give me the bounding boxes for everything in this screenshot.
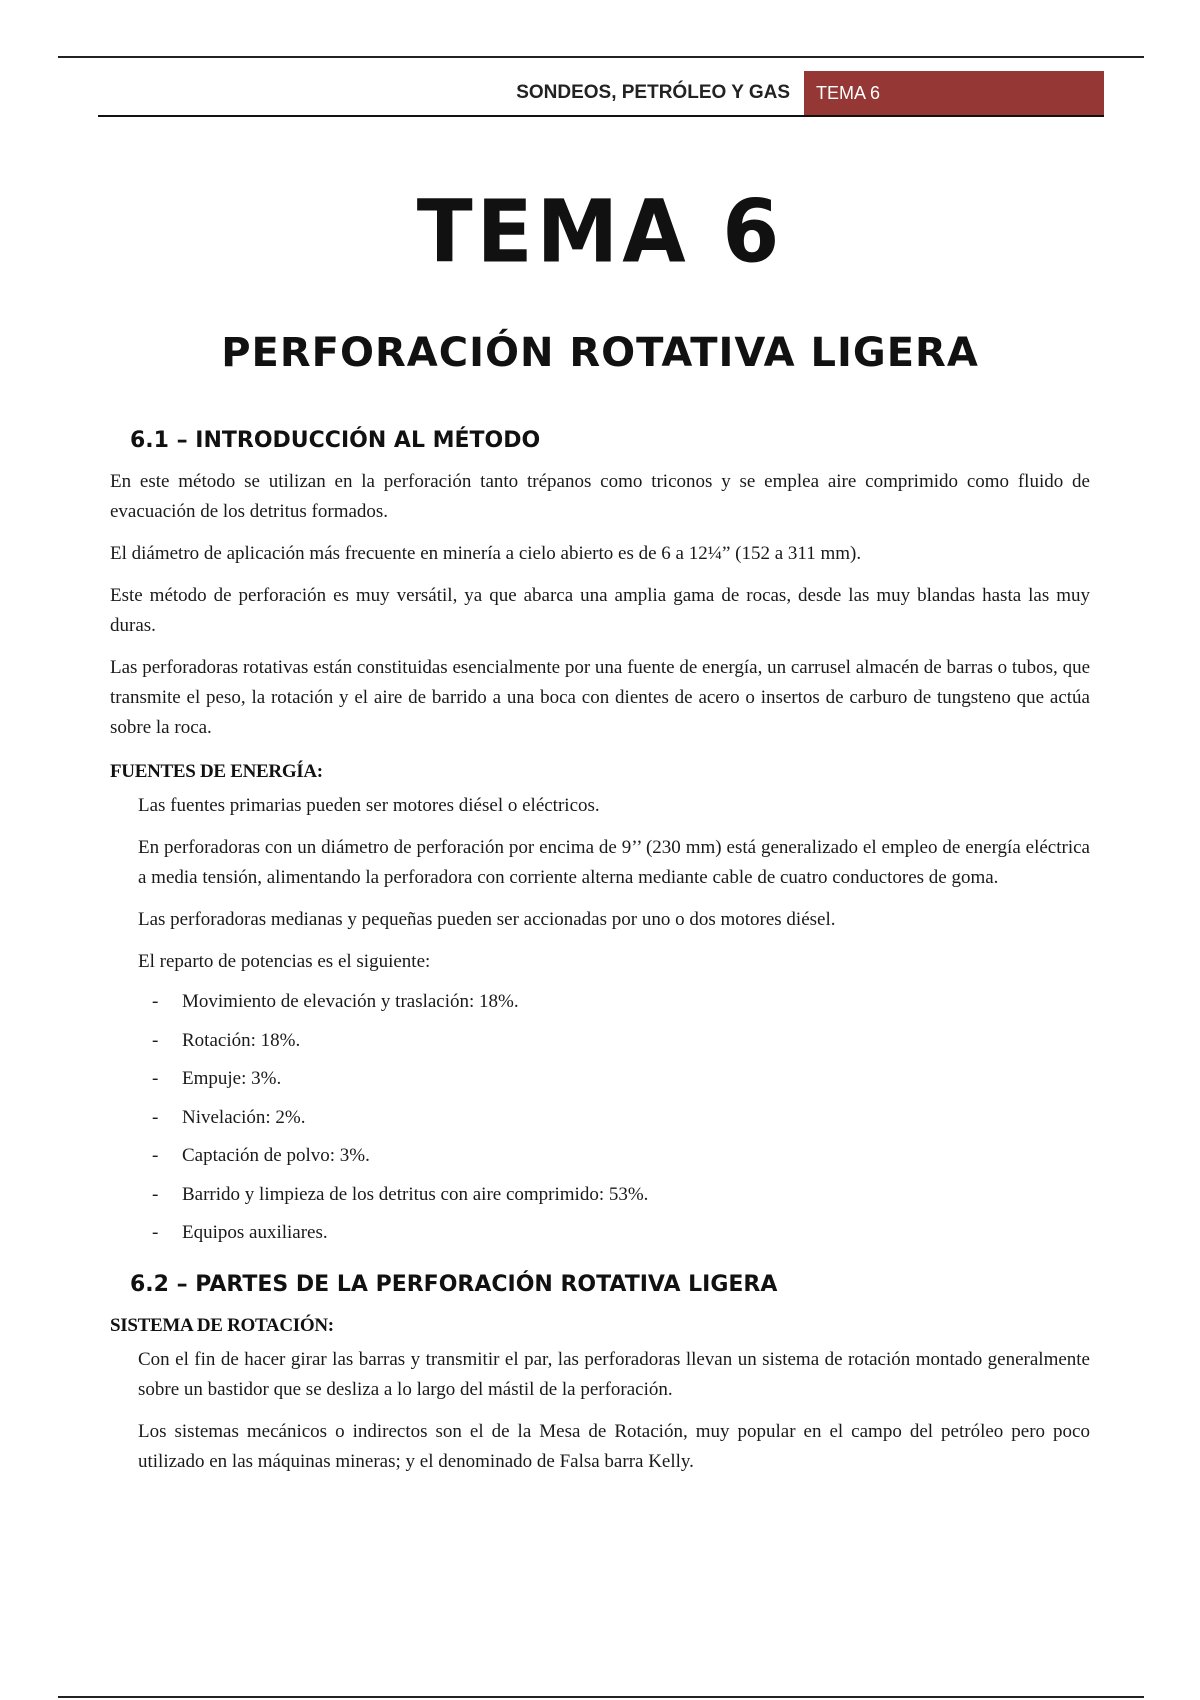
list-item: - Barrido y limpieza de los detritus con aire comprimido: 53%. xyxy=(152,1183,649,1205)
paragraph: Las perforadoras rotativas están constituidas esencialmente por una fuente de energía, un carrusel almacén de barras o tubos, que transmite el peso, la rotación y el aire de barrido a una boca con dientes de acero o insertos de carburo de tungsteno que actúa sobre la roca. xyxy=(110,657,1090,738)
paragraph: En este método se utilizan en la perforación tanto trépanos como triconos y se emplea aire comprimido como fluido de evacuación de los detritus formados. xyxy=(110,471,1090,522)
top-rule xyxy=(58,56,1144,58)
page-header xyxy=(98,71,1104,117)
document-body xyxy=(110,428,1090,1489)
paragraph: Las fuentes primarias pueden ser motores diésel o eléctricos. xyxy=(138,795,600,816)
paragraph: Este método de perforación es muy versátil, ya que abarca una amplia gama de rocas, desde las muy blandas hasta las muy duras. xyxy=(110,585,1090,636)
list-item: - Empuje: 3%. xyxy=(152,1068,282,1089)
document-title: TEMA 6 xyxy=(416,182,784,283)
list-item: - Equipos auxiliares. xyxy=(152,1222,328,1243)
rotation-system-heading: SISTEMA DE ROTACIÓN: xyxy=(110,1315,334,1336)
paragraph: El diámetro de aplicación más frecuente en minería a cielo abierto es de 6 a 12¼” (152 a 311 mm). xyxy=(110,543,862,564)
bottom-rule xyxy=(58,1696,1144,1698)
paragraph: El reparto de potencias es el siguiente: xyxy=(138,951,431,972)
paragraph: Las perforadoras medianas y pequeñas pueden ser accionadas por uno o dos motores diésel. xyxy=(138,909,836,930)
energy-sources-heading: FUENTES DE ENERGÍA: xyxy=(110,761,323,782)
paragraph: Con el fin de hacer girar las barras y transmitir el par, las perforadoras llevan un sistema de rotación montado generalmente sobre un bastidor que se desliza a lo largo del mástil de la perforación. xyxy=(138,1349,1090,1400)
section-2 xyxy=(110,1272,1090,1477)
document-subtitle: PERFORACIÓN ROTATIVA LIGERA xyxy=(221,330,979,376)
paragraph: En perforadoras con un diámetro de perforación por encima de 9’’ (230 mm) está generalizado el empleo de energía eléctrica a media tensión, alimentando la perforadora con corriente alterna mediante cable de cuatro conductores de goma. xyxy=(138,837,1090,888)
section-2-heading: 6.2 – PARTES DE LA PERFORACIÓN ROTATIVA LIGERA xyxy=(130,1272,778,1297)
list-item: - Rotación: 18%. xyxy=(152,1029,301,1051)
power-distribution-list xyxy=(152,989,1090,1246)
list-item: - Movimiento de elevación y traslación: 18%. xyxy=(152,991,519,1012)
header-title: SONDEOS, PETRÓLEO Y GAS xyxy=(516,82,790,103)
list-item: - Nivelación: 2%. xyxy=(152,1106,306,1128)
header-badge: TEMA 6 xyxy=(804,71,1104,115)
paragraph: Los sistemas mecánicos o indirectos son el de la Mesa de Rotación, muy popular en el campo del petróleo pero poco utilizado en las máquinas mineras; y el denominado de Falsa barra Kelly. xyxy=(138,1421,1090,1472)
list-item: - Captación de polvo: 3%. xyxy=(152,1145,370,1166)
section-1-heading: 6.1 – INTRODUCCIÓN AL MÉTODO xyxy=(130,428,541,453)
